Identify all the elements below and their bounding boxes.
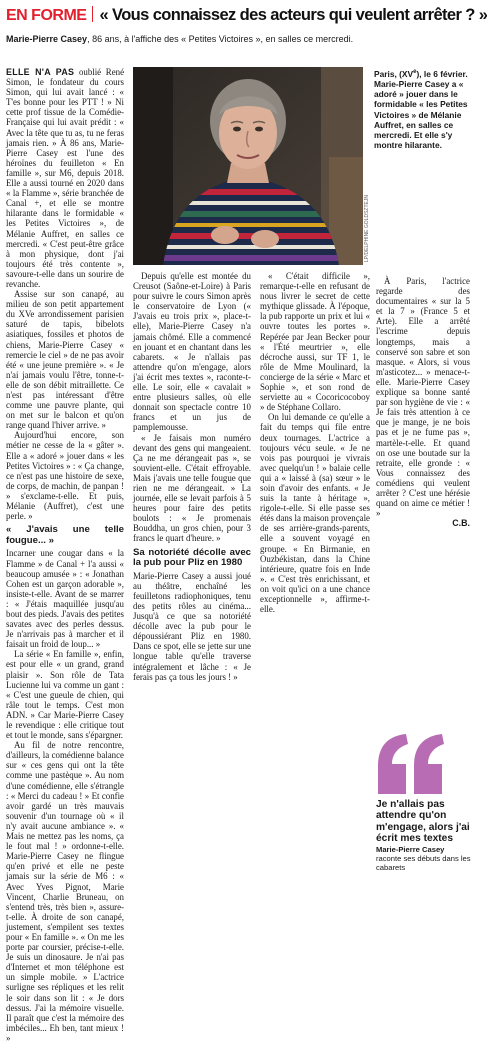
- intertitle: « J'avais une telle fougue... »: [6, 524, 124, 546]
- standfirst-text: , 86 ans, à l'affiche des « Petites Victoires », en salles ce mercredi.: [87, 34, 354, 44]
- article-column-3: [260, 271, 370, 883]
- portrait-illustration: [133, 67, 363, 265]
- lead-in: ELLE N'A PAS: [6, 67, 75, 77]
- standfirst-name: Marie-Pierre Casey: [6, 34, 88, 44]
- article-paragraph: Au fil de notre rencontre, d'ailleurs, la comédienne balance sur « ces gens qui ont la tête comme une pastèque ». Au nom d'une comédienne, elle s'étrangle : « Merci du cadeau ! » Et confie avoir gardé un très mauvais souvenir d'un tournage où « il n'y avait aucune ambiance ». « Mais ne mettez pas les noms, ça le fout mal ! » ordonne-t-elle. Marie-Pierre Casey ne flingue qu'en privé et elle ne peste jamais sur la série de M6 : « Avec Yves Pignot, Marie Vincent, Charlie Bruneau, on s'entend très, très bien », assure-t-elle. À droite de son canapé, justement, s'empilent ses textes pour « En famille ». « On me les porte par coursier, précise-t-elle. Je suis un dinosaure. Je n'ai pas d'Internet et mon téléphone est un simple mobile. » L'actrice surligne ses répliques et les relit le soir dans son lit : « Je dors dessus. J'ai la mémoire visuelle. Il paraît que c'est la mémoire des imbéciles... Eh ben, tant mieux ! »: [6, 740, 124, 1043]
- author-signature: C.B.: [452, 518, 470, 529]
- rubric-divider: [92, 6, 93, 22]
- page-title: « Vous connaissez des acteurs qui veulent arrêter ? »: [99, 6, 487, 24]
- quote-mark-icon: [374, 732, 448, 798]
- caption-sup: e: [413, 69, 417, 75]
- caption-place: Paris, (XV: [374, 68, 414, 79]
- article-paragraph: « C'était difficile », remarque-t-elle en refusant de nous livrer le secret de cette mythique glissade. À l'époque, la pub rapporte un prix et lui « ouvre toutes les portes ». Repérée par Jean Becker pour « l'Été meurtrier », elle décroche aussi, sur TF 1, le rôle de Mme Moulinard, la concierge de la série « Marc et Sophie », et son rond de serviette au « Cocoricocoboy » de Stéphane Collaro.: [260, 271, 370, 413]
- photo-credit: LP/DELPHINE GOLDSZTEJN: [364, 195, 370, 262]
- photo-caption: [374, 67, 472, 150]
- caption-text: ), le 6 février. Marie-Pierre Casey a « adoré » jouer dans le formidable « les Petites Victoires » de Mélanie Auffret, en salles ce mercredi. Et elle s'y montre hilarante.: [374, 68, 468, 151]
- pull-quote-name: Marie-Pierre Casey: [376, 845, 445, 854]
- article-column-2: [133, 271, 251, 861]
- standfirst: [6, 34, 471, 44]
- article-paragraph: ELLE N'A PAS oublié René Simon, le fondateur du cours Simon, qui lui avait lancé : « T'es bonne pour les PTT ! » Ni cette prof tissue de la Comédie-Française qui lui avait prédit : « Avec la tête que tu as, tu ne feras jamais rien. » À 86 ans, Marie-Pierre Casey est l'une des héroïnes du feuilleton « En famille », sur M6, depuis 2018. Elle a aussi tourné en 2020 dans « la Flamme », série branchée de Canal +, et elle se montre hilarante dans le formidable « les Petites Victoires », de Mélanie Auffret, en salles ce mercredi. « C'est peut-être grâce à mon physique, dont j'ai toujours été très contente », savoure-t-elle dans un sourire de revanche.: [6, 67, 125, 289]
- article-paragraph: La série « En famille », enfin, est pour elle « un grand, grand plaisir ». Son rôle de Tata Lucienne lui va comme un gant : « C'est une gueule de chien, qui râle tout le temps. C'est mon ADN. » Car Marie-Pierre Casey le revendique : elle critique tout et tout le monde, sans s'épargner.: [6, 649, 124, 741]
- intertitle: Sa notoriété décolle avec la pub pour Pliz en 1980: [133, 546, 251, 569]
- article-paragraph: Depuis qu'elle est montée du Creusot (Saône-et-Loire) à Paris pour suivre le cours Simon après le conservatoire de Lyon (« J'avais eu trois prix », place-t-elle), Marie-Pierre Casey n'a jamais chômé. Elle a commencé en jouant et en chantant dans les cabarets. « Je n'allais pas attendre qu'on m'engage, alors j'ai écrit mes textes », raconte-t-elle. Le soir, elle « cavalait » entre plusieurs salles, où elle donnait son spectacle contre 10 francs et un jus de pamplemousse.: [133, 271, 251, 433]
- article-paragraph: Assise sur son canapé, au milieu de son petit appartement du XVe arrondissement parisien saturé de tapis, bibelots asiatiques, fossiles et photos de chiens, Marie-Pierre Casey « remercie le ciel » de ne pas avoir été « une jeune première ». « Je n'ai jamais voulu l'être, tonne-t-elle de son débit mitraillette. Ce n'est pas intéressant d'être comme une pauvre plante, qui on met sur le balcon et qu'on range quand l'hiver arrive. »: [6, 289, 124, 431]
- article-paragraph: On lui demande ce qu'elle a fait du temps qui file entre deux tournages. L'actrice a toujours vécu seule. « Je ne vois pas pourquoi je vivrais avec quelqu'un ! » balaie celle qui a « laissé à (sa) sœur » le soin d'avoir des enfants. « Je suis la tante à héritage », rigole-t-elle. Si elle passe ses étés dans la maison provençale de ses arrière-grands-parents, elle a souvent voyagé en groupe. « En Birmanie, en Ouzbékistan, dans la Chine intérieure, quatre fois en Inde ». « C'est très enrichissant, et on voit qu'ici on a une chance exceptionnelle », affirme-t-elle.: [260, 412, 370, 615]
- headline: [6, 6, 487, 34]
- pull-quote-description: raconte ses débuts dans les cabarets: [376, 854, 471, 872]
- article-column-1: [6, 67, 125, 1043]
- article-paragraph: Marie-Pierre Casey a aussi joué au théâtre, enchaîné les feuilletons radiophoniques, tenu des petits rôles au cinéma... Jusqu'à ce que sa notoriété décolle avec la pub pour le dépoussiérant Pliz en 1980. Dans ce spot, elle se jette sur une longue table qu'elle traverse intégralement et lâche : « Je ferais pas ça tous les jours ! »: [133, 570, 251, 682]
- pull-quote-text: Je n'allais pas attendre qu'on m'engage, alors j'ai écrit mes textes: [376, 799, 470, 844]
- rubric-label: EN FORME: [6, 7, 87, 24]
- article-paragraph: Incarner une cougar dans « la Flamme » de Canal + l'a aussi « beaucoup amusée » : « Jonathan Cohen est un garçon adorable », insiste-t-elle. Avant de se marrer : « J'étais maquillée jusqu'au bout des pieds. J'avais des petites savates avec des perles dessus. Je n'arrivais pas à marcher et il faisait un froid de loup... »: [6, 548, 124, 650]
- article-paragraph: Aujourd'hui encore, son métier ne cesse de la « gâter ». Elle a « adoré » jouer dans « les Petites Victoires » : « Ça change, ce n'est pas une histoire de sexe, de corps, de machin, de panpan ! » s'exclame-t-elle. Et puis, Mélanie (Auffret), c'est une perle. »: [6, 430, 124, 522]
- portrait-photo: [133, 67, 363, 265]
- article-paragraph: À Paris, l'actrice regarde des documentaires « sur la 5 et la 7 » (France 5 et Arte). Elle a arrêté l'escrime depuis longtemps, mais a conservé son sabre et son masque. « Alors, si vous m'asticotez... » menace-t-elle. Marie-Pierre Casey explique sa bonne santé par son hygiène de vie : « Je fais très attention à ce que je mange, je ne bois pas et je ne fume pas », martèle-t-elle. Et quand on ose une boutade sur la retraite, elle gronde : « Vous connaissez des comédiens qui veulent arrêter ? C'est une hérésie quand on aime ce métier ! »: [376, 276, 470, 519]
- article-column-4: [376, 276, 470, 731]
- article-paragraph: « Je faisais mon numéro devant des gens qui mangeaient. Ça ne me dérangeait pas », se souvient-elle. C'était effroyable. Mais j'avais une telle fougue que rien ne me dérangeait. » La journée, elle se levait parfois à 5 heures pour faire des petits boulots : « Je promenais Bouddha, un gros chien, pour 3 francs le quart d'heure. »: [133, 432, 251, 544]
